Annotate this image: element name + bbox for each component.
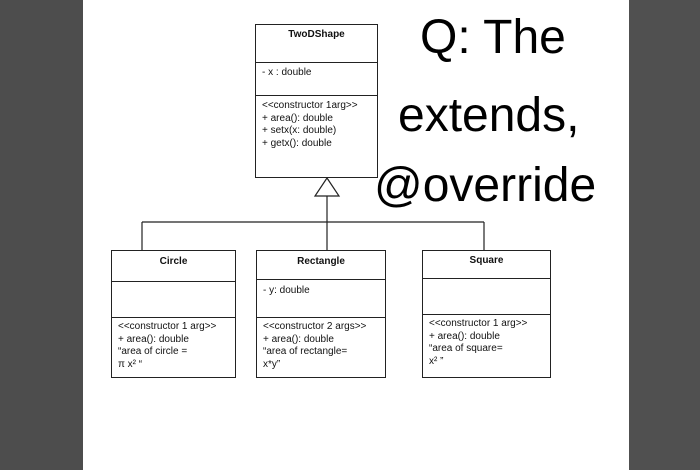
question-line-3: @override [374,159,597,212]
class-rectangle-name: Rectangle [297,256,345,267]
class-rectangle-methods [257,317,385,377]
method-line: <<constructor 2 args>> [263,321,367,332]
question-line-1: Q: The [420,11,566,64]
class-rectangle-attributes [257,279,385,317]
method-line: π x² “ [118,358,143,370]
question-line-2: extends, [398,89,580,142]
class-rectangle [256,250,386,378]
method-line: x*y” [263,358,281,370]
class-twodshape-methods [256,95,377,177]
class-circle [111,250,236,378]
method-line: + area(): double [118,333,189,345]
attribute-line: - x : double [262,67,312,78]
method-line: <<constructor 1 arg>> [118,321,217,332]
class-circle-methods [112,317,235,377]
attribute-line: - y: double [263,285,310,296]
method-line: “area of square= [429,343,503,354]
class-twodshape [255,24,378,178]
method-line: + getx(): double [262,137,332,149]
class-square-name: Square [469,255,504,266]
class-square [422,250,551,378]
class-square-methods [423,314,550,377]
class-square-attributes [423,278,550,314]
class-twodshape-name: TwoDShape [288,29,345,40]
right-gutter [629,0,700,470]
class-circle-name: Circle [159,256,188,267]
method-line: <<constructor 1arg>> [262,100,358,111]
method-line: x² ” [429,355,444,367]
method-line: + setx(x: double) [262,125,337,136]
method-line: “area of circle = [118,346,188,357]
method-line: <<constructor 1 arg>> [429,318,528,329]
class-circle-attributes [112,281,235,317]
method-line: + area(): double [429,330,500,342]
method-line: + area(): double [262,112,333,124]
method-line: “area of rectangle= [263,346,348,357]
method-line: + area(): double [263,333,334,345]
